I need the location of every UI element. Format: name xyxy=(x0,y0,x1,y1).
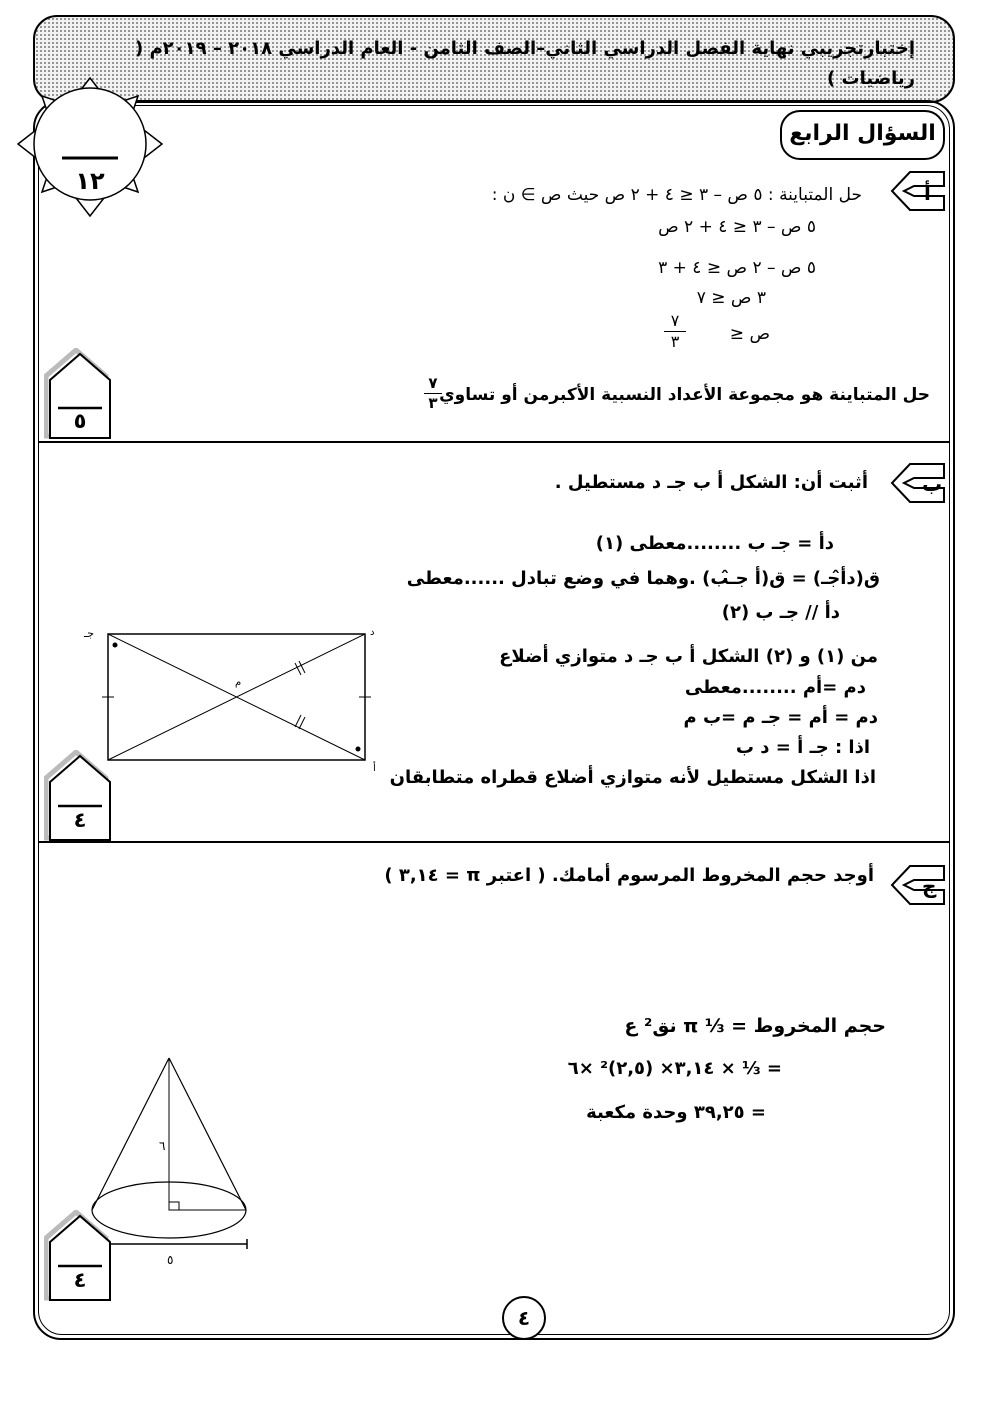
part-b-line-8: اذا الشكل مستطيل لأنه متوازي أضلاع قطراه متطابقان xyxy=(389,767,876,788)
divider xyxy=(38,841,950,843)
part-b-line-7: اذا : جـ أ = د ب xyxy=(735,737,870,758)
part-a-prompt: حل المتباينة : ٥ ص – ٣ ≤ ٤ + ٢ ص حيث ص ∋ ن : xyxy=(491,185,862,205)
part-a-conclusion: حل المتباينة هو مجموعة الأعداد النسبية الأكبرمن أو تساوي xyxy=(439,385,930,405)
part-a-label-tag xyxy=(888,168,948,214)
header-title: إختبارتجريبي نهاية الفصل الدراسي الثاني–الصف الثامن - العام الدراسي ٢٠١٨ – ٢٠١٩م ( رياضيات ) xyxy=(134,38,915,89)
angle-marker xyxy=(356,747,361,752)
part-b-prompt: أثبت أن: الشكل أ ب جـ د مستطيل . xyxy=(554,472,868,493)
part-a-step-1: ٥ ص – ٣ ≤ ٤ + ٢ ص xyxy=(658,217,816,237)
part-b-line-5: دم =أم ........معطى xyxy=(684,677,866,698)
vertex-c: جـ xyxy=(84,627,95,640)
cone-height-label: ٦ xyxy=(159,1139,166,1153)
divider xyxy=(38,441,950,443)
part-c-line-3: = ٣٩,٢٥ وحدة مكعبة xyxy=(586,1102,766,1123)
part-a-label: أ xyxy=(924,181,931,205)
part-b-line-4: من (١) و (٢) الشكل أ ب جـ د متوازي أضلاع xyxy=(499,646,878,667)
part-a-fraction-num: ٧ xyxy=(670,311,680,330)
part-b-line-3: دأ // جـ ب (٢) xyxy=(721,602,840,623)
part-c-prompt: أوجد حجم المخروط المرسوم أمامك. ( اعتبر π = ٣,١٤ ) xyxy=(384,865,874,886)
cone-slant-right xyxy=(169,1058,246,1210)
center-m: م xyxy=(235,677,242,688)
part-a-fraction xyxy=(664,313,686,350)
part-a-conclusion-num: ٧ xyxy=(428,374,438,392)
part-b-score: ٤ xyxy=(73,808,87,832)
angle-marker xyxy=(113,643,118,648)
page-number: ٤ xyxy=(502,1296,546,1340)
part-b-line-2: ق(دأ̂جـ) = ق(أ جـ̂ب) .وهما في وضع تبادل ......معطى xyxy=(406,568,880,589)
rectangle-figure xyxy=(80,625,390,775)
cone-slant-left xyxy=(92,1058,169,1210)
part-a-conclusion-fraction xyxy=(424,376,442,411)
part-c-label-tag xyxy=(888,862,948,908)
total-score-value: ١٢ xyxy=(75,167,105,195)
vertex-a: أ xyxy=(373,763,376,774)
question-title: السؤال الرابع xyxy=(780,110,945,160)
part-a-score: ٥ xyxy=(73,409,87,433)
cone-base-label: ٥ xyxy=(167,1253,174,1267)
vertex-d: د xyxy=(370,627,375,638)
part-b-label: ب xyxy=(922,472,943,496)
part-c-score: ٤ xyxy=(73,1268,87,1292)
total-score-badge xyxy=(10,72,170,222)
part-c-line-2: = ⅓ × ٣,١٤× (٢,٥)² ×٦ xyxy=(567,1058,782,1079)
part-b-line-1: دأ = جـ ب ........معطى (١) xyxy=(595,533,834,554)
part-a-fraction-den: ٣ xyxy=(670,332,680,351)
part-c-label: ج xyxy=(922,874,937,898)
part-a-step-4: ص ≤ xyxy=(729,324,770,344)
part-b-line-6: دم = أم = جـ م =ب م xyxy=(683,707,878,728)
part-a-conclusion-den: ٣ xyxy=(428,394,438,412)
part-a-step-3: ٣ ص ≤ ٧ xyxy=(696,288,766,308)
part-a-step-2: ٥ ص – ٢ ص ≤ ٤ + ٣ xyxy=(658,258,816,278)
part-c-line-1: حجم المخروط = ⅓ π نق² ع xyxy=(624,1015,886,1037)
right-angle-marker xyxy=(169,1202,179,1210)
